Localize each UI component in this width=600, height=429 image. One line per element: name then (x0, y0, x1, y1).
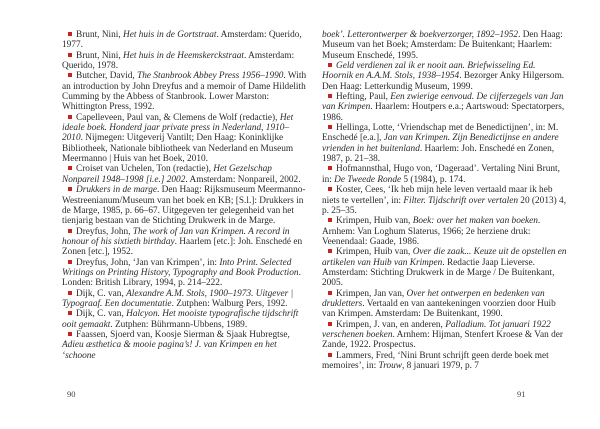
entry-title-italic: Halcyon. Het mooiste typografische tijdschrift ooit gemaakt (62, 309, 299, 330)
entry-text: . Den Haag: Rijksmuseum Meermanno-Westreenianum/Museum van het boek en KB; [S.l.]: Drukkers in de Marge, 1985, p. 66–67. Uitgegeven ter gelegenheid van het tienjarig bestaan van de Stichting Drukwerk in de Marge. (62, 185, 306, 227)
entry-title-italic: Over het ontwerpen en bedenken van drukletters (322, 288, 545, 309)
bullet-icon (328, 249, 332, 253)
bullet-icon (68, 73, 72, 77)
entry-title-italic: De Tweede Ronde (334, 174, 402, 185)
bibliography-entry (322, 289, 568, 320)
bibliography-entry (322, 123, 568, 164)
bibliography-entry (62, 185, 308, 226)
entry-text: . Amsterdam: Querido, 1977. (62, 30, 302, 51)
entry-title-italic: Trouw (378, 361, 402, 371)
entry-title-italic: Filter. Tijdschrift over vertalen (403, 195, 518, 206)
entry-text: Dijk, C. van, (76, 309, 127, 320)
bullet-icon (328, 166, 332, 170)
bibliography-entry (62, 330, 308, 361)
entry-title-italic: Het ideale boek. Honderd jaar private press in Nederland, 1910–2010 (62, 112, 294, 144)
entry-text: Krimpen, J. van, en anderen, (336, 319, 446, 330)
entry-text: . Zutphen: Walburg Pers, 1992. (171, 298, 288, 309)
bullet-icon (328, 94, 332, 98)
entry-text: Koster, Cees, ‘Ik heb mijn hele leven vertaald maar ik heb niets te vertellen’, in: (322, 185, 553, 206)
bibliography-entry (62, 71, 308, 112)
entry-text: 5 (1984), p. 174. (401, 174, 466, 185)
bibliography-entry (322, 61, 568, 92)
entry-text: . Haarlem: Joh. Enschedé en Zonen, 1987, p. 21–38. (322, 143, 555, 165)
bullet-icon (328, 187, 332, 191)
entry-text: , 8 januari 1979, p. 7 (401, 361, 479, 371)
entry-title-italic: Over die zaak... Keuze uit de opstellen en artikelen van Huib van Krimpen (322, 247, 567, 268)
entry-text: Brunt, Nini, (76, 50, 124, 61)
entry-title-italic: Drukkers in de marge (76, 185, 157, 196)
entry-text: . With an introduction by John Dreyfus and a memoir of Dame Hildelith Cumming by the Abbess of Stanbrook. Lower Marston: Whittington Press, 1992. (62, 71, 307, 113)
entry-title-italic: Geld verdienen zal ik er nooit aan. Briefwisseling Ed. Hoornik en A.A.M. Stols, 1938–1954 (322, 61, 536, 82)
entry-title-italic: Palladium. Tot januari 1922 verschenen boeken (322, 319, 551, 340)
entry-text: Hellinga, Lotte, ‘Vriendschap met de Benedictijnen’, in: M. Enschedé [e.a.], (322, 123, 559, 144)
entry-title-italic: Het huis in de Heemskerckstraat (123, 50, 245, 61)
bullet-icon (68, 115, 72, 119)
bullet-icon (328, 218, 332, 222)
entry-text: . Bezorger Anky Hilgersom. Den Haag: Letterkundig Museum, 1999. (322, 71, 565, 92)
entry-title-italic: Jan van Krimpen. Zijn Benedictijnse en andere vrienden in het buitenland (322, 133, 559, 154)
entry-text: Dreyfus, John, (76, 226, 133, 237)
bibliography-entry (62, 289, 308, 310)
entry-text: . Den Haag: Museum van het Boek; Amsterdam: De Buitenkant; Haarlem: Museum Enschedé, 1995. (322, 30, 563, 61)
entry-text: . Vertaald en van aantekeningen voorzien door Huib van Krimpen. Amsterdam: De Buitenkant, 1990. (322, 298, 556, 320)
bullet-icon (68, 53, 72, 57)
bullet-icon (68, 166, 72, 170)
bullet-icon (328, 63, 332, 67)
entry-title-italic: The work of Jan van Krimpen. A record in honour of his sixtieth birthday (62, 226, 290, 247)
entry-text: Krimpen, Huib van, (336, 216, 413, 227)
bibliography-entry (322, 247, 568, 288)
bullet-icon (68, 332, 72, 336)
page-number-left: 90 (67, 389, 76, 399)
entry-title-italic: Adieu æsthetica & mooie pagina’s! J. van Krimpen en het ‘schoone (62, 340, 277, 361)
entry-text: . Londen: British Library, 1994, p. 214–222. (62, 267, 301, 289)
entry-title-italic: Alexandre A.M. Stols, 1900–1973. Uitgever | Typograaf. Een documentatie (62, 288, 294, 309)
entry-text: Faassen, Sjoerd van, Koosje Sierman & Sjaak Hubregtse, (76, 329, 290, 340)
bibliography-entry (322, 351, 568, 372)
bullet-icon (68, 291, 72, 295)
bullet-icon (328, 125, 332, 129)
right-page (322, 30, 568, 371)
entry-text: . Redactie Jaap Lieverse. Amsterdam: Stichting Drukwerk in de Marge / De Buitenkant, 2005. (322, 257, 555, 289)
bibliography-entry (62, 227, 308, 258)
entry-text: . Arnhem: Van Loghum Slaterus, 1966; 2e herziene druk: Veenendaal: Gaade, 1986. (322, 216, 541, 247)
entry-text: Capelleveen, Paul van, & Clemens de Wolf (redactie), (76, 112, 280, 123)
entry-text: Croiset van Uchelen, Ton (redactie), (76, 164, 214, 175)
bullet-icon (328, 353, 332, 357)
entry-title-italic: Het huis in de Gortstraat (123, 30, 217, 40)
entry-text: Dijk, C. van, (76, 288, 127, 299)
entry-text: Krimpen, Huib van, (336, 247, 413, 258)
bullet-icon (68, 32, 72, 36)
entry-title-italic: Boek: over het maken van boeken (412, 216, 538, 227)
entry-text: Lammers, Fred, ‘Nini Brunt schrijft geen derde boek met memoires’, in: (322, 350, 549, 371)
entry-title-italic: Een zwierige eenvoud. De cijferzegels van Jan van Krimpen (322, 92, 564, 113)
entry-text: . Amsterdam: Nonpareil, 2002. (185, 174, 301, 185)
entry-text: . Arnhem: Hijman, Stenfert Kroese & Van der Zande, 1922. Prospectus. (322, 329, 563, 351)
entry-title-italic: The Stanbrook Abbey Press 1956–1990 (137, 71, 284, 82)
bullet-icon (68, 260, 72, 264)
bibliography-entry (322, 185, 568, 216)
bibliography-entry (322, 216, 568, 247)
entry-title-italic: Het Gezelschap Nonpareil 1948–1998 [i.e.] 2002 (62, 164, 272, 185)
entry-text: . Zutphen: Bührmann-Ubbens, 1989. (110, 319, 248, 330)
bullet-icon (328, 322, 332, 326)
entry-text: 20 (2013) 4, p. 25–35. (322, 195, 567, 216)
bibliography-entry (322, 320, 568, 351)
bibliography-entry (62, 51, 308, 72)
entry-text: . Haarlem: Houtpers e.a.; Aartswoud: Spectatorpers, 1986. (322, 102, 565, 123)
entry-text: Hefting, Paul, (336, 92, 391, 103)
bibliography-entry (322, 92, 568, 123)
entry-text: . Amsterdam: Querido, 1978. (62, 50, 295, 72)
page-number-right: 91 (517, 389, 526, 399)
bibliography-entry (322, 164, 568, 185)
bibliography-entry (62, 30, 308, 51)
entry-title-italic: boek’. Letterontwerper & boekverzorger, 1892–1952 (322, 30, 519, 40)
bibliography-entry (322, 30, 568, 61)
entry-text: Brunt, Nini, (76, 30, 124, 40)
left-page (62, 30, 308, 361)
entry-text: Hofmannsthal, Hugo von, ‘Dageraad’. Vertaling Nini Brunt, in: (322, 164, 560, 185)
entry-text: . Nijmegen: Uitgeverij Vantilt; Den Haag: Koninklijke Bibliotheek, Nationale bibliotheek van Nederland en Museum Meermanno | Huis van het Boek, 2010. (62, 133, 294, 165)
bullet-icon (68, 311, 72, 315)
bibliography-entry (62, 258, 308, 289)
entry-text: Dreyfus, John, ‘Jan van Krimpen’, in: (76, 257, 220, 268)
entry-text: . Haarlem [etc.]: Joh. Enschedé en Zonen [etc.], 1952. (62, 236, 303, 258)
entry-text: Krimpen, Jan van, (336, 288, 407, 299)
bibliography-entry (62, 309, 308, 330)
entry-text: Butcher, David, (76, 71, 138, 82)
bibliography-entry (62, 164, 308, 185)
bullet-icon (328, 291, 332, 295)
bibliography-entry (62, 113, 308, 165)
entry-title-italic: Into Print. Selected Writings on Printing History, Typography and Book Production (62, 257, 299, 278)
bullet-icon (68, 229, 72, 233)
bullet-icon (68, 187, 72, 191)
